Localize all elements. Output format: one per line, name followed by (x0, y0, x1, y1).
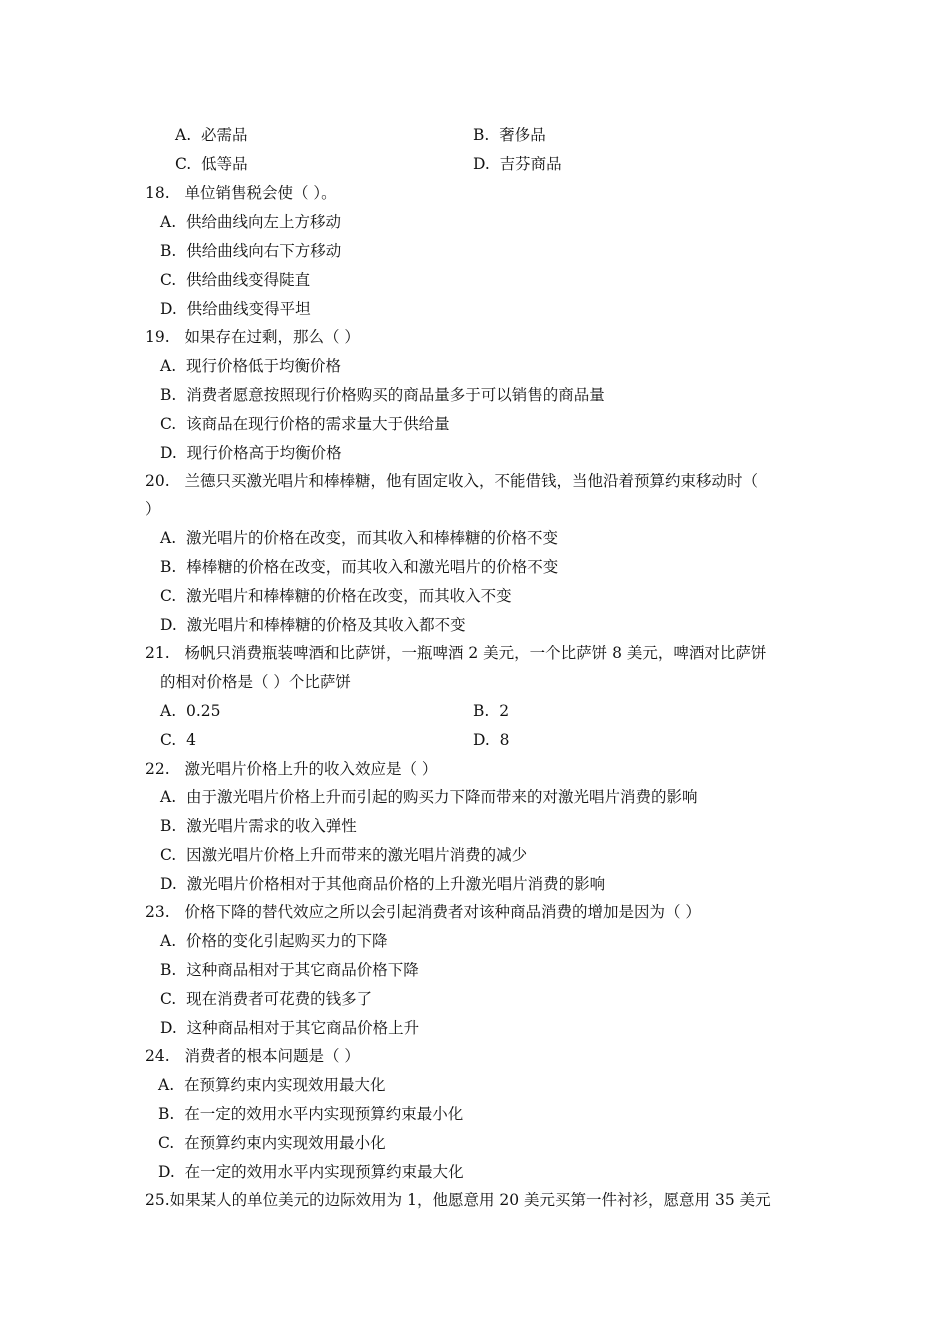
q19-stem (145, 327, 360, 347)
q21-option-d (473, 730, 510, 750)
option-text: 这种商品相对于其它商品价格下降 (186, 961, 419, 979)
option-label: B. (473, 702, 490, 720)
q22-option-c (160, 845, 527, 865)
q20-option-b (160, 557, 558, 577)
option-text: 供给曲线向右下方移动 (186, 242, 342, 260)
option-label: C. (160, 271, 177, 289)
option-label: B. (473, 126, 490, 144)
option-text: 激光唱片价格相对于其他商品价格的上升激光唱片消费的影响 (186, 875, 606, 893)
option-text: 吉芬商品 (499, 155, 562, 173)
q17-option-d (473, 154, 562, 174)
option-text: 棒棒糖的价格在改变，而其收入和激光唱片的价格不变 (186, 558, 559, 576)
question-text: 兰德只买激光唱片和棒棒糖，他有固定收入，不能借钱，当他沿着预算约束移动时（ (184, 472, 758, 490)
q24-option-c (158, 1133, 386, 1153)
q24-option-b (158, 1104, 463, 1124)
question-text: 单位销售税会使（ ）。 (184, 184, 337, 202)
question-text: 消费者的根本问题是（ ） (184, 1047, 360, 1065)
option-label: C. (160, 846, 177, 864)
q23-option-b (160, 960, 419, 980)
option-label: B. (160, 386, 177, 404)
option-text: 因激光唱片价格上升而带来的激光唱片消费的减少 (186, 846, 528, 864)
question-number: 19. (145, 328, 170, 346)
q18-option-b (160, 241, 341, 261)
option-text: 这种商品相对于其它商品价格上升 (186, 1019, 420, 1037)
option-text: 消费者愿意按照现行价格购买的商品量多于可以销售的商品量 (186, 386, 605, 404)
option-label: D. (160, 875, 177, 893)
option-label: B. (160, 817, 177, 835)
option-text: 激光唱片的价格在改变，而其收入和棒棒糖的价格不变 (185, 529, 558, 547)
q24-option-d (158, 1162, 464, 1182)
option-text: 激光唱片和棒棒糖的价格及其收入都不变 (186, 616, 466, 634)
option-text: 8 (499, 731, 510, 749)
q19-option-a (160, 356, 341, 376)
option-text: 供给曲线变得陡直 (186, 271, 311, 289)
q23-option-c (160, 989, 372, 1009)
q17-option-b (473, 125, 546, 145)
q19-option-d (160, 443, 342, 463)
q20-option-a (160, 528, 558, 548)
question-text: 如果某人的单位美元的边际效用为 1，他愿意用 20 美元买第一件衬衫，愿意用 35 美元 (169, 1191, 771, 1209)
question-number: 23. (145, 903, 170, 921)
option-text: 激光唱片需求的收入弹性 (186, 817, 357, 835)
option-text: 现行价格高于均衡价格 (186, 444, 342, 462)
option-label: C. (160, 990, 177, 1008)
q19-option-c (160, 414, 450, 434)
question-text: 价格下降的替代效应之所以会引起消费者对该种商品消费的增加是因为（ ） (184, 903, 701, 921)
question-number: 22. (145, 760, 170, 778)
option-text: 现在消费者可花费的钱多了 (186, 990, 373, 1008)
q18-option-a (160, 212, 341, 232)
option-label: B. (160, 558, 177, 576)
option-label: A. (160, 702, 177, 720)
question-text: 激光唱片价格上升的收入效应是（ ） (184, 760, 438, 778)
q18-option-d (160, 299, 311, 319)
option-label: C. (160, 731, 177, 749)
option-text: 奢侈品 (499, 126, 546, 144)
option-label: C. (175, 155, 192, 173)
option-label: A. (160, 788, 177, 806)
q20-stem (145, 471, 758, 491)
option-text: 在预算约束内实现效用最小化 (184, 1134, 386, 1152)
q20-option-d (160, 615, 466, 635)
q21-option-c (160, 730, 196, 750)
question-number: 18. (145, 184, 170, 202)
q17-option-a (175, 125, 248, 145)
option-label: D. (473, 731, 490, 749)
option-label: D. (160, 300, 177, 318)
q19-option-b (160, 385, 605, 405)
q18-option-c (160, 270, 310, 290)
option-label: B. (160, 242, 177, 260)
q21-stem (145, 643, 766, 663)
option-text: 在预算约束内实现效用最大化 (183, 1076, 386, 1094)
q22-option-b (160, 816, 357, 836)
option-label: A. (160, 932, 177, 950)
q20-stem-continued: ） (145, 500, 161, 518)
option-text: 在一定的效用水平内实现预算约束最小化 (184, 1105, 464, 1123)
q25-stem (145, 1190, 771, 1210)
option-label: C. (160, 415, 177, 433)
question-text: 杨帆只消费瓶装啤酒和比萨饼，一瓶啤酒 2 美元，一个比萨饼 8 美元，啤酒对比萨饼 (184, 644, 767, 662)
q22-stem (145, 759, 437, 779)
question-number: 25. (145, 1191, 170, 1209)
question-number: 24. (145, 1047, 170, 1065)
q23-stem (145, 902, 701, 922)
option-text: 2 (499, 702, 510, 720)
q23-option-a (160, 931, 388, 951)
option-text: 供给曲线向左上方移动 (185, 213, 341, 231)
option-text: 0.25 (185, 702, 221, 720)
q21-stem-continued: 的相对价格是（ ）个比萨饼 (160, 673, 351, 691)
option-text: 低等品 (201, 155, 248, 173)
option-text: 由于激光唱片价格上升而引起的购买力下降而带来的对激光唱片消费的影响 (185, 788, 698, 806)
q23-option-d (160, 1018, 419, 1038)
option-text: 激光唱片和棒棒糖的价格在改变，而其收入不变 (186, 587, 512, 605)
q21-option-a (160, 701, 221, 721)
option-label: A. (160, 357, 177, 375)
option-label: D. (158, 1163, 175, 1181)
option-label: D. (160, 616, 177, 634)
question-text: 如果存在过剩，那么（ ） (184, 328, 360, 346)
option-label: B. (160, 961, 177, 979)
q22-option-d (160, 874, 605, 894)
option-text: 供给曲线变得平坦 (186, 300, 311, 318)
option-label: D. (160, 1019, 177, 1037)
q21-option-b (473, 701, 509, 721)
option-label: A. (160, 213, 177, 231)
option-label: A. (175, 126, 192, 144)
option-text: 必需品 (200, 126, 248, 144)
option-label: B. (158, 1105, 175, 1123)
option-text: 现行价格低于均衡价格 (185, 357, 341, 375)
question-number: 20. (145, 472, 170, 490)
q22-option-a (160, 787, 698, 807)
option-text: 价格的变化引起购买力的下降 (185, 932, 388, 950)
q18-stem (145, 183, 337, 203)
q20-option-c (160, 586, 512, 606)
option-label: C. (158, 1134, 175, 1152)
option-label: D. (160, 444, 177, 462)
q17-option-c (175, 154, 248, 174)
q24-option-a (158, 1075, 386, 1095)
option-text: 该商品在现行价格的需求量大于供给量 (186, 415, 450, 433)
option-label: D. (473, 155, 490, 173)
option-label: A. (158, 1076, 175, 1094)
option-label: C. (160, 587, 177, 605)
option-text: 4 (186, 731, 196, 749)
q24-stem (145, 1046, 360, 1066)
question-number: 21. (145, 644, 170, 662)
option-label: A. (160, 529, 177, 547)
option-text: 在一定的效用水平内实现预算约束最大化 (184, 1163, 464, 1181)
